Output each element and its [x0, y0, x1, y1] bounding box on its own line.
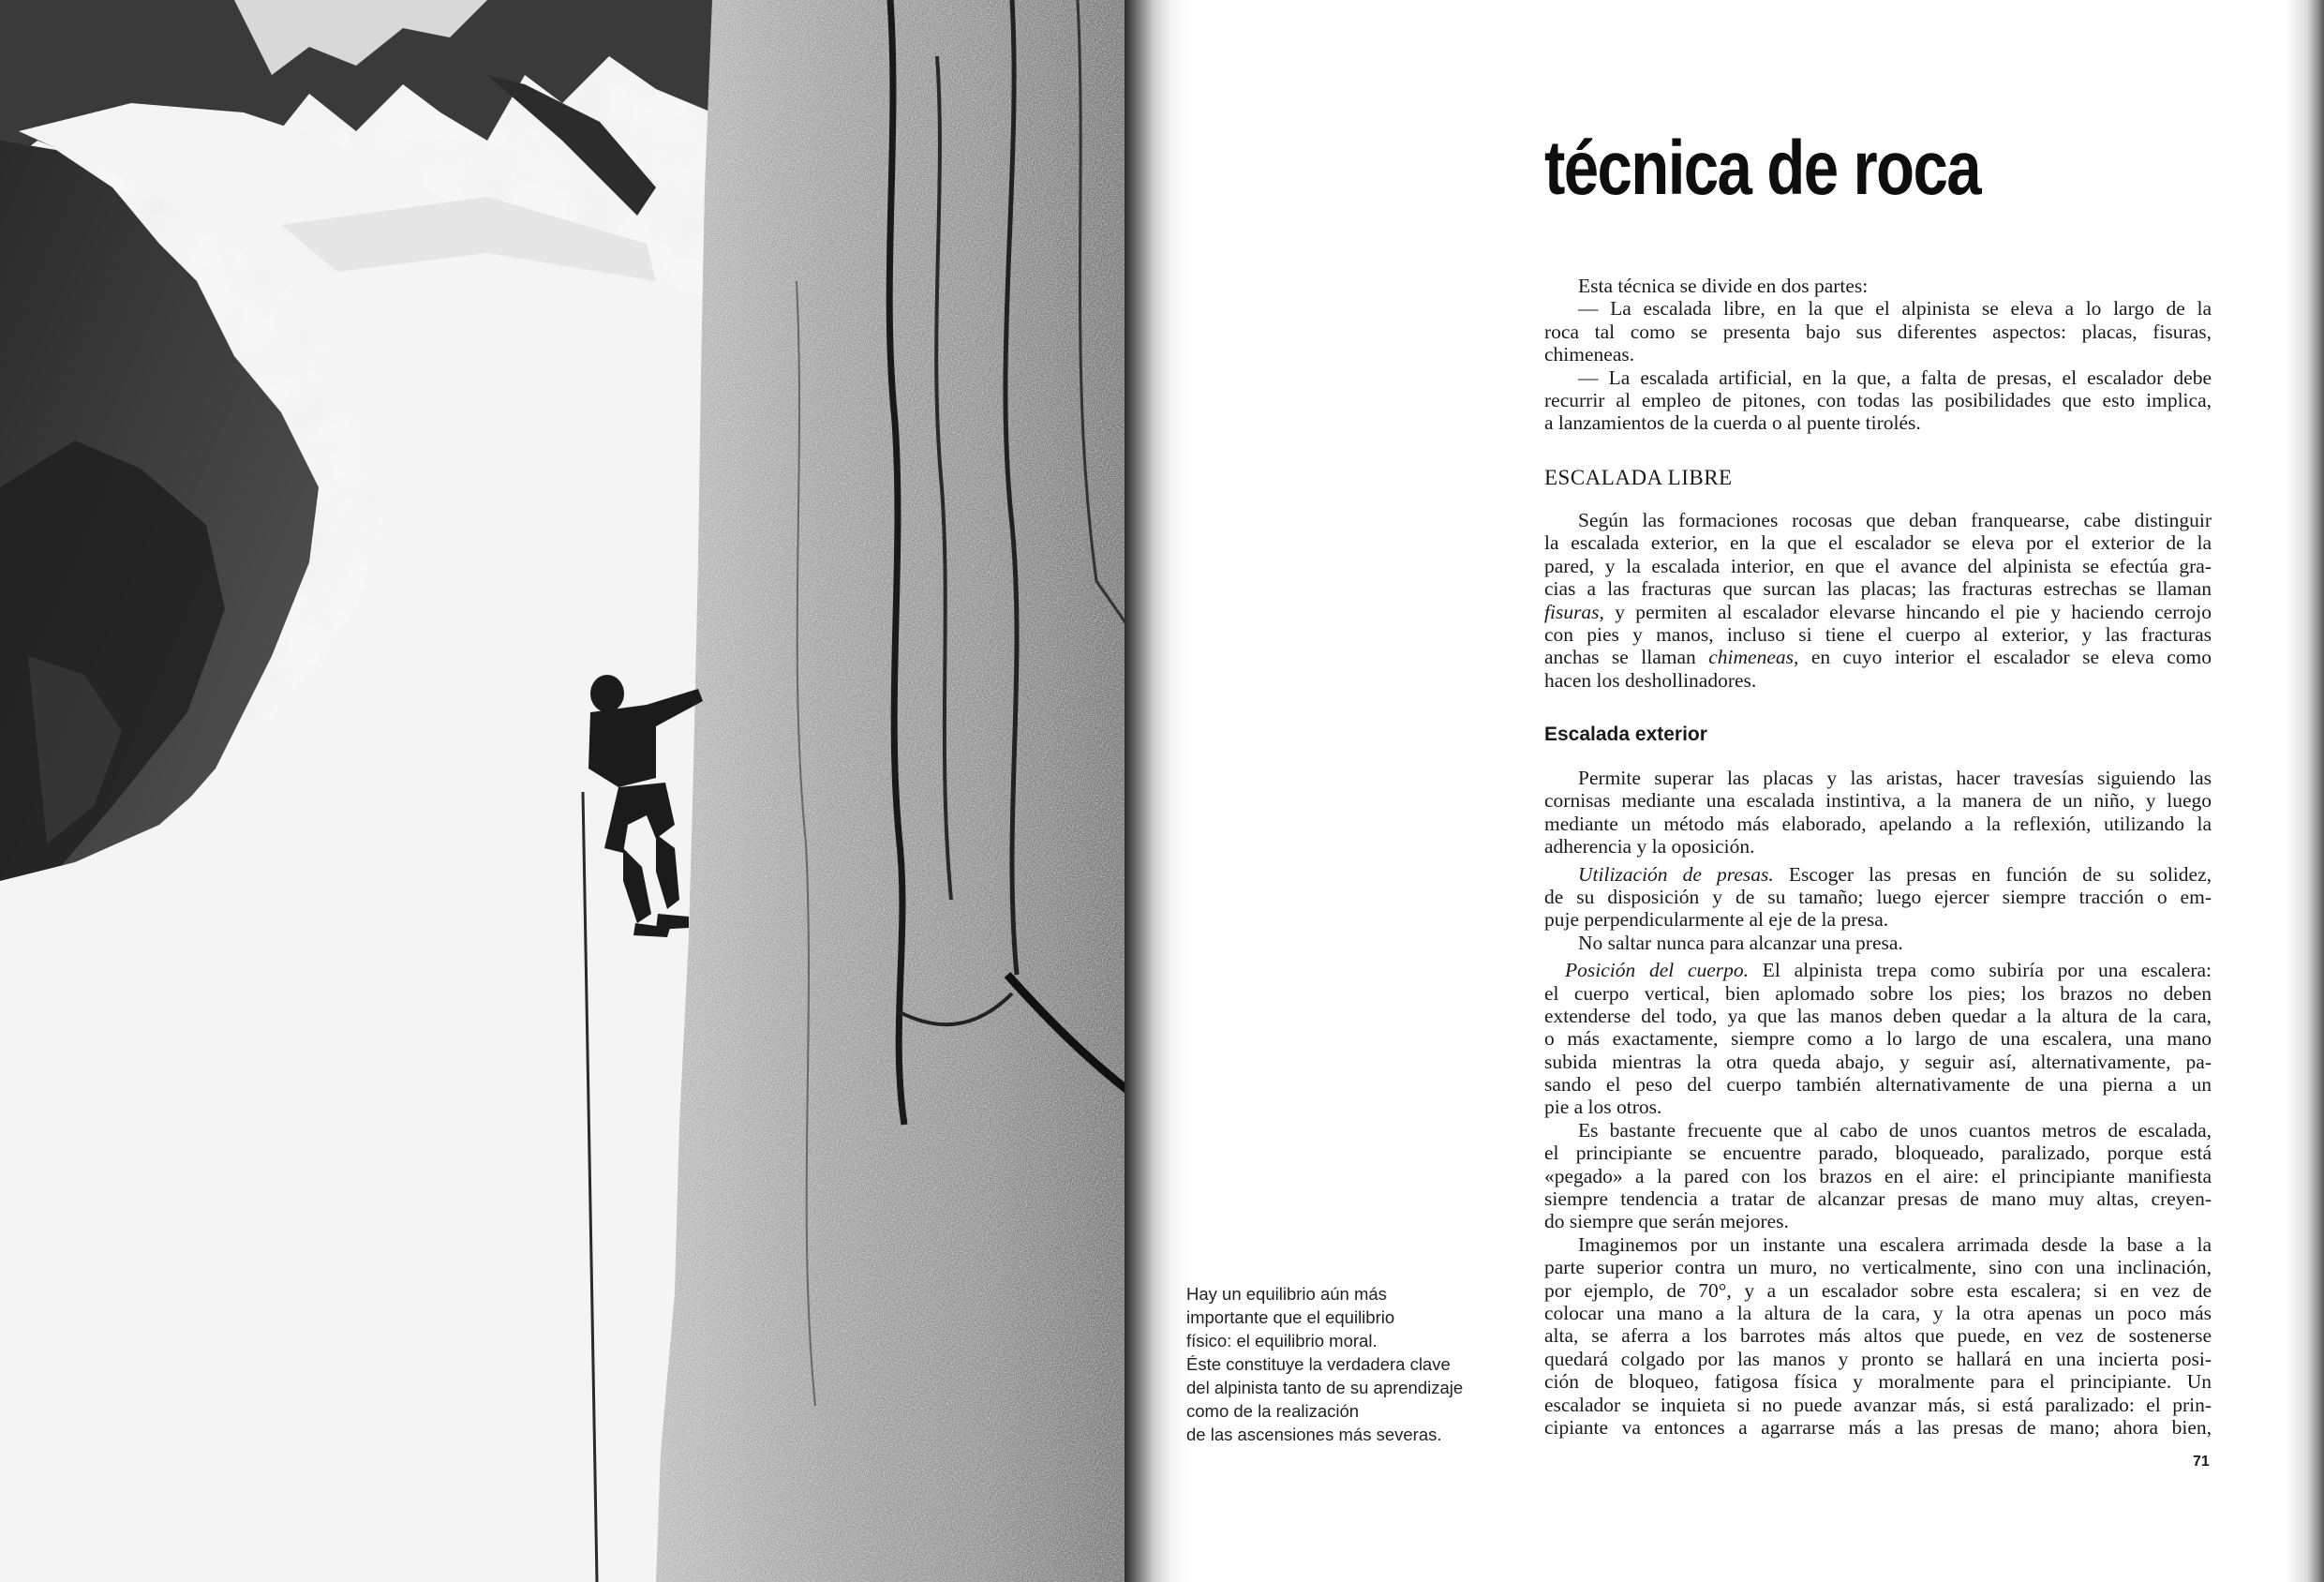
text-line: parte superior contra un muro, no verticalmente, sino con una inclinación, — [1544, 1256, 2212, 1279]
caption-line: Hay un equilibrio aún más — [1186, 1284, 1387, 1304]
caption-line: Éste constituye la verdadera clave — [1186, 1354, 1451, 1374]
text-line: adherencia y la oposición. — [1544, 835, 1755, 858]
text-line: cias a las fracturas que surcan las placas; las fracturas estrechas se llaman — [1544, 577, 2212, 601]
caption-line: del alpinista tanto de su aprendizaje — [1186, 1378, 1464, 1397]
text-line: — La escalada artificial, en la que, a falta de presas, el escalador debe — [1578, 366, 2212, 389]
text-line: siempre tendencia a tratar de alcanzar presas de mano muy altas, creyen- — [1544, 1187, 2212, 1211]
exterior-paragraphs — [1544, 767, 2212, 1439]
section-heading: ESCALADA LIBRE — [1544, 466, 1733, 489]
caption-line: físico: el equilibrio moral. — [1186, 1331, 1378, 1351]
text-line — [1544, 863, 2212, 886]
text-line — [1544, 601, 2212, 623]
text-line: puje perpendicularmente al eje de la presa. — [1544, 908, 1889, 932]
page-number: 71 — [2193, 1454, 2210, 1470]
text-line: mediante un método más elaborado, apelando a la reflexión, utilizando la — [1544, 812, 2212, 835]
photo-caption — [1186, 1282, 1524, 1446]
text-line: No saltar nunca para alcanzar una presa. — [1578, 931, 1903, 954]
rock-climber-photo — [0, 0, 1136, 1582]
caption-line: de las ascensiones más severas. — [1186, 1425, 1442, 1444]
text-line — [1544, 646, 2212, 668]
text-line: ción de bloqueo, fatigosa física y moralmente para el principiante. Un — [1544, 1370, 2212, 1394]
text-line: con pies y manos, incluso si tiene el cuerpo al exterior, y las fracturas — [1544, 622, 2212, 646]
text-line — [1544, 959, 2212, 981]
italic-term: Posición del cuerpo. — [1565, 959, 1750, 982]
libre-paragraph — [1544, 509, 2212, 692]
italic-term: fisuras, — [1544, 600, 1604, 623]
italic-term: Utilización de presas. — [1578, 862, 1774, 886]
text-line: hacen los deshollinadores. — [1544, 668, 1757, 692]
subsection-heading: Escalada exterior — [1544, 724, 1707, 745]
text-line: pared, y la escalada interior, en que el avance del alpinista se efectúa gra- — [1544, 554, 2212, 577]
text-line: cornisas mediante una escalada instintiva, a la manera de un niño, y luego — [1544, 789, 2212, 813]
text-line: Permite superar las placas y las aristas, hacer travesías siguiendo las — [1578, 767, 2212, 789]
text-line: Esta técnica se divide en dos partes: — [1578, 275, 1869, 297]
text-line: por ejemplo, de 70°, y a un escalador sobre esta escalera; si en vez de — [1544, 1278, 2212, 1302]
text-line: colocar una mano a la altura de la cara, y la otra apenas un poco más — [1544, 1301, 2212, 1324]
italic-term: chimeneas, — [1708, 646, 1799, 669]
text-line: roca tal como se presenta bajo sus diferentes aspectos: placas, fisuras, — [1544, 320, 2212, 343]
text-line: do siempre que serán mejores. — [1544, 1210, 1789, 1233]
text-line: escalador se inquieta si no puede avanzar más, si está paralizado: el prin- — [1544, 1393, 2212, 1416]
text-line: sando el peso del cuerpo también alternativamente de una pierna a un — [1544, 1073, 2212, 1097]
caption-line: como de la realización — [1186, 1401, 1360, 1421]
text-line: pie a los otros. — [1544, 1096, 1662, 1119]
text-run: El alpinista trepa como subiría por una escalera: — [1749, 959, 2212, 982]
text-run: en cuyo interior el escalador se eleva como — [1798, 646, 2212, 669]
caption-line: importante que el equilibrio — [1186, 1307, 1395, 1327]
text-line: Es bastante frecuente que al cabo de unos cuantos metros de escalada, — [1578, 1118, 2212, 1142]
text-line: chimeneas. — [1544, 343, 1635, 366]
text-line: el cuerpo vertical, bien aplomado sobre los pies; los brazos no deben — [1544, 981, 2212, 1005]
text-run: anchas se llaman — [1544, 646, 1709, 669]
text-line: el principiante se encuentre parado, bloqueado, paralizado, porque está — [1544, 1142, 2212, 1165]
text-line: Imaginemos por un instante una escalera arrimada desde la base a la — [1578, 1232, 2212, 1256]
text-line: recurrir al empleo de pitones, con todas las posibilidades que esto implica, — [1544, 388, 2212, 411]
chapter-title: técnica de roca — [1544, 126, 1980, 211]
text-line: — La escalada libre, en la que el alpinista se eleva a lo largo de la — [1578, 297, 2212, 321]
text-line: subida mientras la otra queda abajo, y seguir así, alternativamente, pa- — [1544, 1050, 2212, 1073]
text-line: «pegado» a la pared con los brazos en el aire: el principiante manifiesta — [1544, 1164, 2212, 1187]
text-line: cipiante va entonces a agarrarse más a las presas de mano; ahora bien, — [1544, 1415, 2212, 1439]
page-edge — [2287, 0, 2324, 1582]
text-line: a lanzamientos de la cuerda o al puente tirolés. — [1544, 411, 1921, 435]
text-line: alta, se aferra a los barrotes más altos que puede, en vez de sostenerse — [1544, 1324, 2212, 1348]
text-line: o más exactamente, siempre como a lo largo de una escalera, una mano — [1544, 1027, 2212, 1051]
left-page — [0, 0, 1136, 1582]
intro-paragraphs — [1544, 275, 2212, 435]
text-line: extenderse del todo, ya que las manos deben quedar a la altura de la cara, — [1544, 1004, 2212, 1027]
text-line: la escalada exterior, en la que el escalador se eleva por el exterior de la — [1544, 531, 2212, 555]
book-gutter — [1125, 0, 1190, 1582]
text-line: quedará colgado por las manos y pronto se hallará en una incierta posi- — [1544, 1347, 2212, 1370]
text-line: de su disposición y de su tamaño; luego ejercer siempre tracción o em- — [1544, 885, 2212, 908]
text-line: Según las formaciones rocosas que deban franquearse, cabe distinguir — [1578, 509, 2212, 531]
text-run: y permiten al escalador elevarse hincando el pie y haciendo cerrojo — [1603, 600, 2212, 623]
text-run: Escoger las presas en función de su solidez, — [1773, 862, 2212, 886]
